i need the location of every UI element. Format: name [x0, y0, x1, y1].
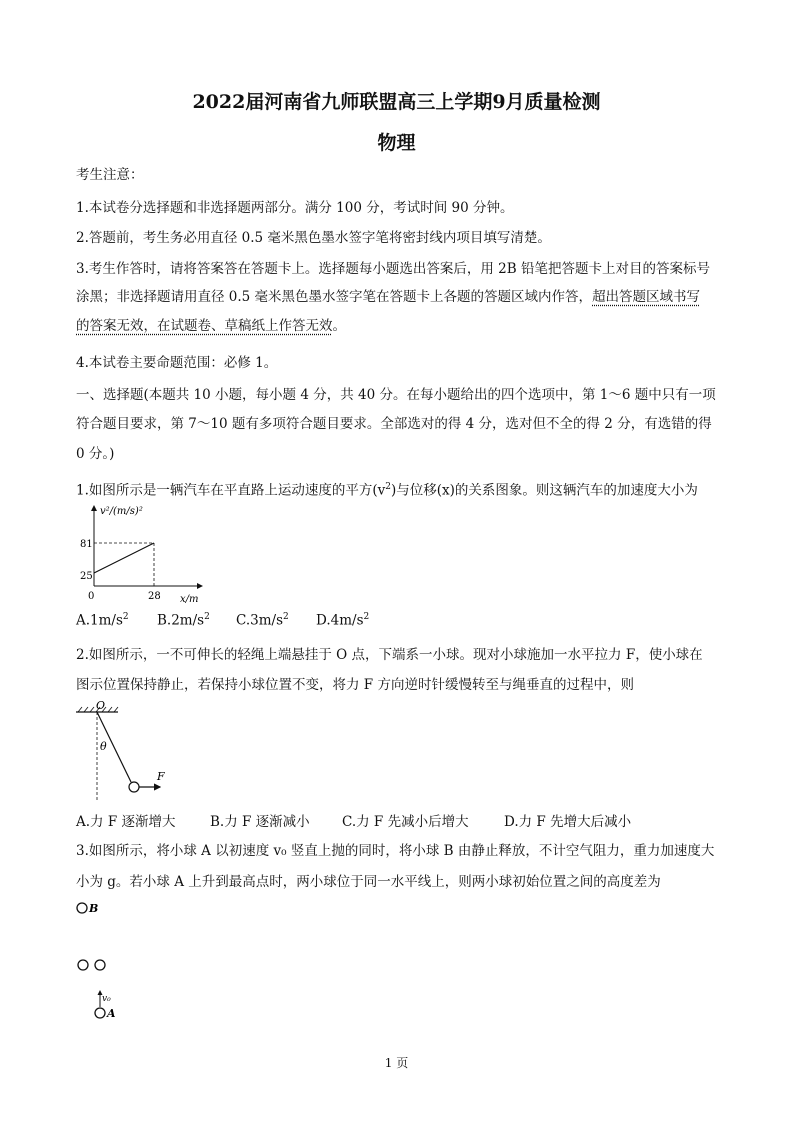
q3-label-b: B: [89, 902, 99, 915]
q1-option-c-sup: 2: [283, 612, 289, 622]
q1-stem-a: 1.如图所示是一辆汽车在平直路上运动速度的平方(v: [76, 482, 386, 499]
q2-point-o: O: [96, 700, 106, 712]
notice-3-dotted-emphasis-2: 的答案无效，在试题卷、草稿纸上作答无效: [76, 318, 333, 334]
q1-option-c: [236, 612, 289, 629]
notice-3-line2-text: 涂黑；非选择题请用直径 0.5 毫米黑色墨水签字笔在答题卡上各题的答题区域内作答，: [76, 289, 593, 305]
q1-option-d-text: D.4m/s: [316, 612, 364, 629]
q1-option-b-sup: 2: [204, 612, 210, 622]
notice-heading: 考生注意：: [76, 167, 144, 183]
q1-series-line: [94, 543, 154, 573]
notice-3-end: 。: [332, 318, 346, 334]
q3-line2: 小为 g。若小球 A 上升到最高点时，两小球位于同一水平线上，则两小球初始位置之间的高度差为: [76, 874, 661, 890]
q2-pendulum-figure: [72, 700, 192, 805]
notice-2: 2.答题前，考生务必用直径 0.5 毫米黑色墨水签字笔将密封线内项目填写清楚。: [76, 230, 551, 246]
q2-angle-theta: θ: [100, 740, 107, 753]
q2-force-label: F: [157, 770, 165, 783]
q1-option-a-sup: 2: [122, 612, 129, 622]
q3-ball-a: [95, 1008, 105, 1018]
notice-3-line2: [76, 287, 700, 307]
q3-label-v0: v₀: [102, 994, 111, 1004]
section1-line3: 0 分。): [76, 446, 115, 462]
notice-4: 4.本试卷主要命题范围：必修 1。: [76, 355, 278, 371]
q1-option-a-text: A.1m/s: [76, 612, 123, 629]
q1-y-tick-25: 25: [80, 571, 93, 582]
q3-figure: [72, 898, 152, 1024]
section1-line1: 一、选择题(本题共 10 小题，每小题 4 分，共 40 分。在每小题给出的四个选项中，第 1～6 题中只有一项: [76, 387, 716, 403]
q2-option-c: C.力 F 先减小后增大: [342, 814, 469, 830]
q1-stem: [76, 477, 698, 501]
q1-v2-x-graph: [72, 500, 212, 610]
q1-stem-b: )与位移(x)的关系图象。则这辆汽车的加速度大小为: [391, 482, 698, 499]
q1-y-tick-81: 81: [80, 539, 93, 550]
q3-ball-b: [77, 903, 87, 913]
q1-origin: 0: [88, 591, 95, 602]
q1-y-label: v²/(m/s)²: [100, 506, 143, 517]
notice-1: 1.本试卷分选择题和非选择题两部分。满分 100 分，考试时间 90 分钟。: [76, 200, 514, 216]
q1-option-c-text: C.3m/s: [236, 612, 284, 629]
exam-title: 2022届河南省九师联盟高三上学期9月质量检测: [192, 91, 601, 113]
q2-option-d: D.力 F 先增大后减小: [504, 814, 632, 830]
page-number: 1 页: [384, 1056, 409, 1070]
q1-option-d: [316, 612, 369, 629]
q1-x-tick-28: 28: [148, 591, 161, 602]
q1-option-a: [76, 612, 129, 629]
q2-ball: [129, 782, 139, 792]
q1-option-b: [157, 612, 210, 629]
subject-title: 物理: [377, 132, 416, 154]
q1-stem-sup: 2: [385, 482, 392, 492]
q3-label-a: A: [107, 1007, 116, 1020]
q3-ball-left: [78, 960, 88, 970]
notice-3-line1: 3.考生作答时，请将答案答在答题卡上。选择题每小题选出答案后，用 2B 铅笔把答题卡上对目的答案标号: [76, 261, 710, 277]
q3-ball-right: [95, 960, 105, 970]
q1-option-d-sup: 2: [363, 612, 370, 622]
section1-line2: 符合题目要求，第 7～10 题有多项符合题目要求。全部选对的得 4 分，选对但不全的得 2 分，有选错的得: [76, 416, 712, 432]
notice-3-line3: [76, 316, 346, 336]
q2-line2: 图示位置保持静止，若保持小球位置不变，将力 F 方向逆时针缓慢转至与绳垂直的过程中，则: [76, 677, 634, 693]
q2-option-a: A.力 F 逐渐增大: [76, 814, 176, 830]
q2-line1: 2.如图所示，一不可伸长的轻绳上端悬挂于 O 点，下端系一小球。现对小球施加一水平拉力 F，使小球在: [76, 647, 703, 663]
q1-x-label: x/m: [180, 594, 199, 605]
q1-option-b-text: B.2m/s: [157, 612, 205, 629]
notice-3-dotted-emphasis: 超出答题区域书写: [592, 289, 701, 305]
q2-option-b: B.力 F 逐渐减小: [210, 814, 310, 830]
q3-line1: 3.如图所示，将小球 A 以初速度 v₀ 竖直上抛的同时，将小球 B 由静止释放，不计空气阻力，重力加速度大: [76, 843, 715, 859]
